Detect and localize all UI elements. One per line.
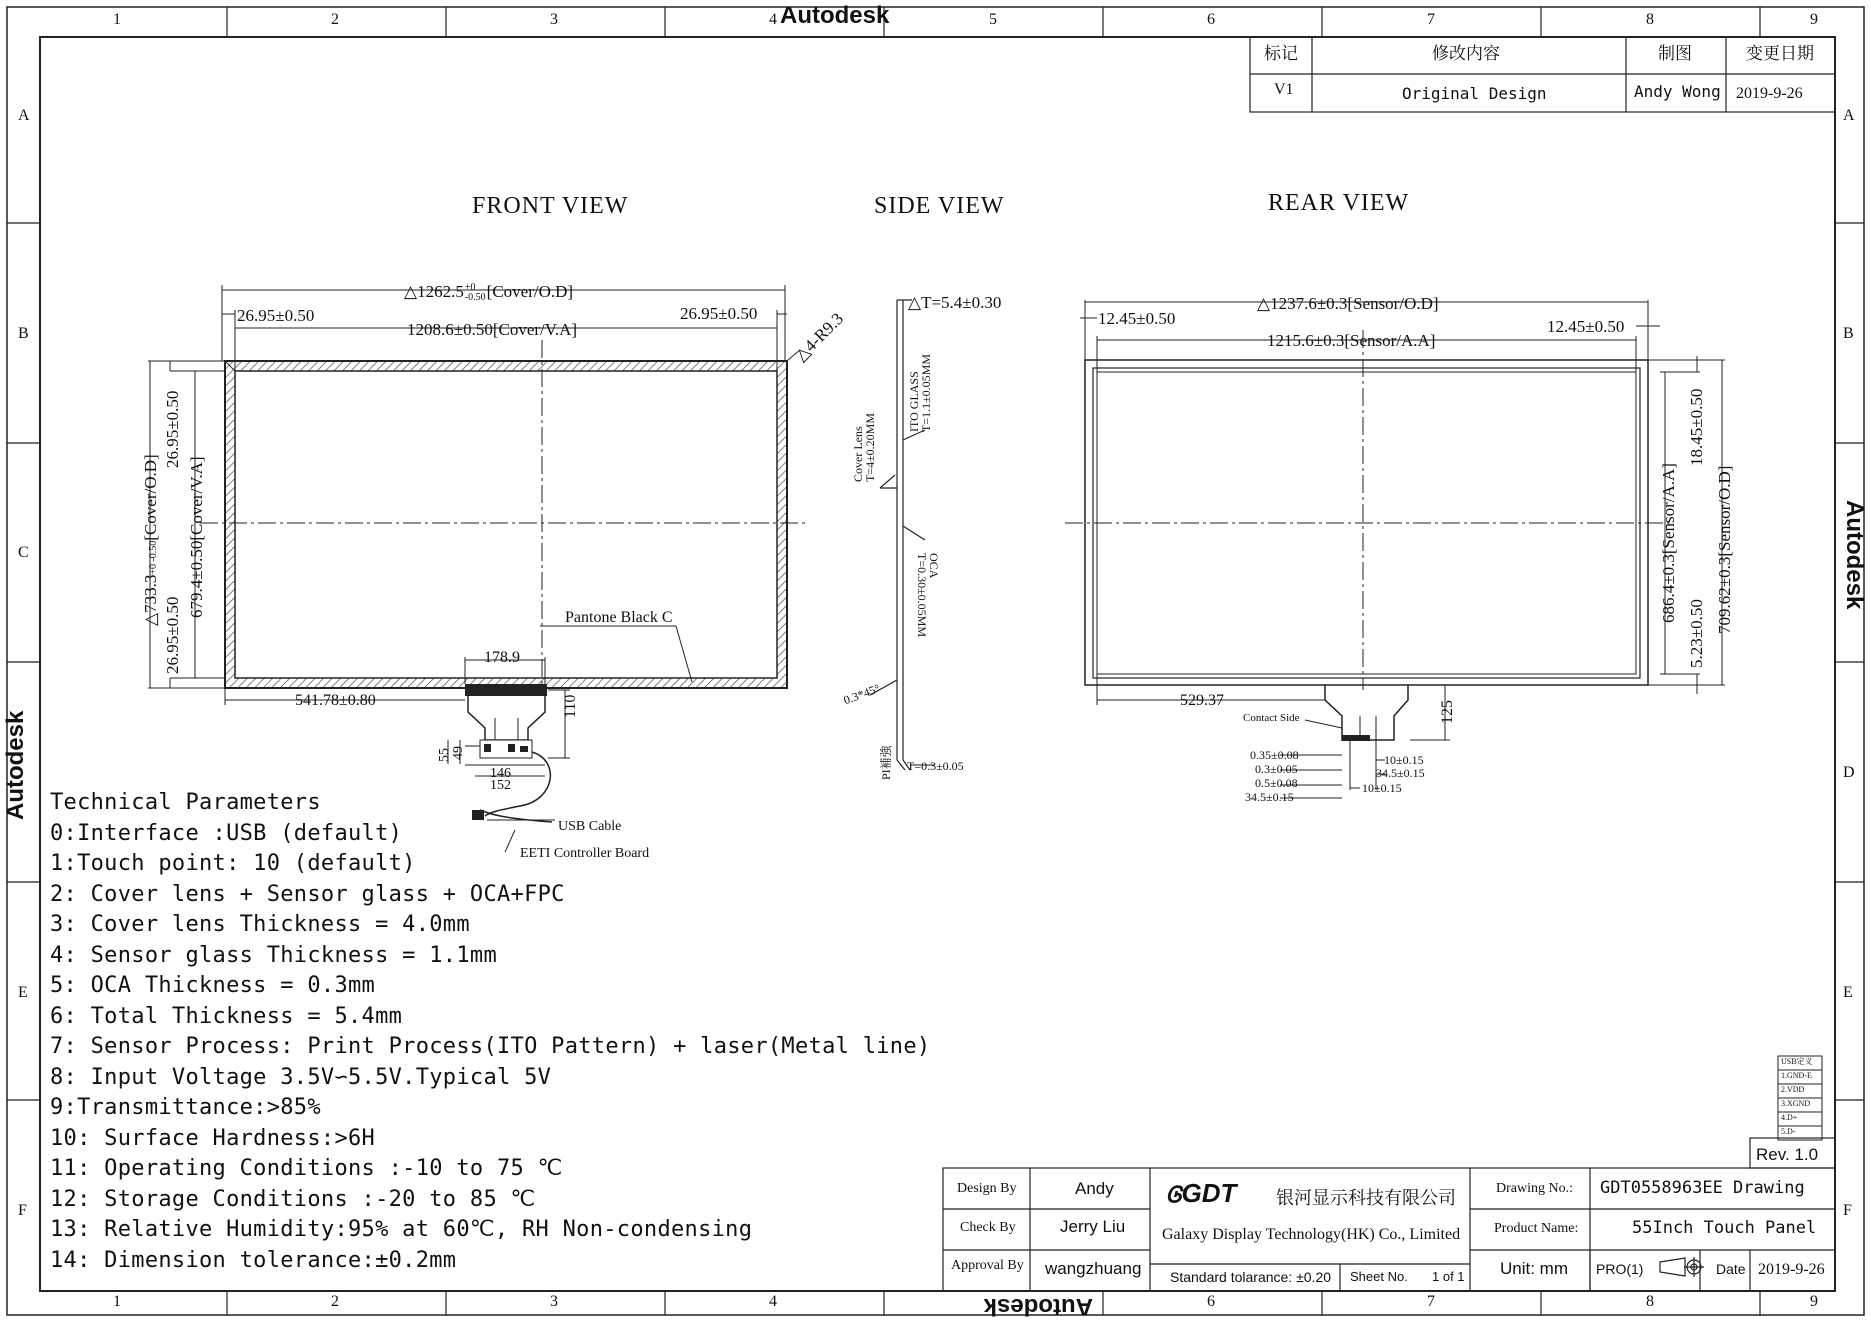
rev-header-content: 修改内容 (1432, 44, 1500, 63)
col-label: 4 (769, 11, 777, 28)
col-label: 3 (550, 11, 558, 28)
col-label: 9 (1810, 1293, 1818, 1310)
rear-pad-left-1: 0.3±0.05 (1255, 762, 1298, 776)
rear-pad-left-3: 34.5±0.15 (1245, 790, 1294, 804)
tech-param-title: Technical Parameters (50, 790, 321, 815)
tech-param-line: 12: Storage Conditions :-20 to 85 ℃ (50, 1186, 536, 1212)
logo-swirl-icon: Ꮆ (1166, 1182, 1182, 1207)
row-label: B (1843, 325, 1854, 342)
rear-pad-right-2: 10±0.15 (1362, 781, 1402, 795)
row-label: D (1843, 764, 1855, 781)
tech-param-line: 4: Sensor glass Thickness = 1.1mm (50, 942, 497, 968)
side-view-title: SIDE VIEW (874, 193, 1005, 219)
tech-params (50, 790, 930, 1278)
rear-contact-side: Contact Side (1243, 712, 1300, 724)
col-label: 1 (113, 11, 121, 28)
tech-param-line: 5: OCA Thickness = 0.3mm (50, 973, 376, 998)
rear-height-aa-dim: 686.4±0.3[Sensor/A.A] (1659, 463, 1678, 623)
front-border-top-dim: 26.95±0.50 (163, 390, 182, 468)
projection-label: PRO(1) (1596, 1261, 1644, 1277)
tech-param-line: 13: Relative Humidity:95% at 60℃, RH Non-condensing (50, 1217, 753, 1242)
row-label: F (18, 1202, 27, 1219)
watermark-right: Autodesk (1841, 500, 1868, 610)
logo-text: GDT (1181, 1178, 1237, 1208)
tech-param-line: 11: Operating Conditions :-10 to 75 ℃ (50, 1156, 563, 1181)
row-label: B (18, 325, 29, 342)
approval-by-label: Approval By (951, 1258, 1024, 1273)
tech-param-line: 6: Total Thickness = 5.4mm (50, 1003, 403, 1029)
tech-param-line: 9:Transmittance:>85% (50, 1095, 321, 1120)
side-oca-label: OCA T=0.30±0.05MM (915, 553, 941, 638)
row-label: E (1843, 984, 1853, 1001)
rear-sensor-od-dim: △1237.6±0.3[Sensor/O.D] (1257, 294, 1439, 313)
rev-header-mark: 标记 (1264, 44, 1298, 63)
usb-row: 3.XGND (1781, 1099, 1811, 1108)
fpc-width-dim: 178.9 (484, 649, 520, 666)
tech-param-line: 3: Cover lens Thickness = 4.0mm (50, 912, 470, 937)
row-label: C (18, 544, 29, 561)
rear-margin-bottom-dim: 5.23±0.50 (1687, 599, 1706, 668)
rear-height-od-dim: 709.62±0.3[Sensor/O.D] (1715, 465, 1734, 634)
col-label: 7 (1427, 11, 1435, 28)
rear-pad-left-2: 0.5±0.08 (1255, 776, 1298, 790)
front-radius-dim: △4-R9.3 (791, 308, 848, 365)
rear-sensor-aa-dim: 1215.6±0.3[Sensor/A.A] (1267, 331, 1436, 350)
side-chamfer-label: 0.3*45° (841, 681, 882, 708)
approval-by-value: wangzhuang (1045, 1259, 1142, 1278)
rear-margin-top-dim: 18.45±0.50 (1687, 388, 1706, 466)
drawing-no-label: Drawing No.: (1496, 1181, 1573, 1196)
rear-fpc-offset-dim: 529.37 (1180, 692, 1224, 709)
front-border-bottom-dim: 26.95±0.50 (163, 596, 182, 674)
col-label: 6 (1207, 1293, 1215, 1310)
tech-param-line: 8: Input Voltage 3.5V∽5.5V.Typical 5V (50, 1064, 552, 1090)
rev-date: 2019-9-26 (1736, 85, 1803, 102)
front-height-od-suffix: [Cover/O.D] (141, 454, 160, 541)
fpc-49-dim: 49 (451, 746, 466, 760)
row-label: E (18, 984, 28, 1001)
tech-param-line: 2: Cover lens + Sensor glass + OCA+FPC (50, 881, 565, 907)
col-label: 9 (1810, 11, 1818, 28)
standard-tolerance: Standard tolarance: ±0.20 (1170, 1269, 1332, 1285)
date-value: 2019-9-26 (1758, 1261, 1825, 1278)
rev-header-date: 变更日期 (1746, 44, 1814, 63)
company-logo (1166, 1180, 1236, 1206)
check-by-value: Jerry Liu (1060, 1217, 1126, 1236)
product-name-value: 55Inch Touch Panel (1632, 1218, 1817, 1238)
row-label: F (1843, 1202, 1852, 1219)
col-label: 1 (113, 1293, 121, 1310)
rear-fpc-len-dim: 125 (1439, 700, 1456, 724)
row-label: A (1843, 107, 1855, 124)
side-pi-thickness: T=0.3±0.05 (907, 759, 964, 773)
side-pi-label: PI補強 (879, 745, 893, 780)
tech-param-line: 14: Dimension tolerance:±0.2mm (50, 1247, 457, 1273)
drawing-no-value: GDT0558963EE Drawing (1600, 1178, 1805, 1198)
fpc-146-dim: 146 (490, 766, 511, 781)
col-label: 2 (331, 11, 339, 28)
rev-mark: V1 (1274, 81, 1294, 98)
col-label: 2 (331, 1293, 339, 1310)
sheet-value: 1 of 1 (1432, 1269, 1465, 1284)
fpc-offset-dim: 541.78±0.80 (295, 692, 376, 709)
rear-pad-right-0: 10±0.15 (1384, 753, 1424, 767)
unit-label: Unit: mm (1500, 1259, 1568, 1278)
usb-row: USB定义 (1781, 1057, 1813, 1066)
front-border-left-dim: 26.95±0.50 (237, 306, 315, 325)
usb-row: 1.GND-E (1781, 1071, 1812, 1080)
front-cover-od-dim (404, 283, 573, 303)
front-height-od-tol: +0 -0.50 (148, 540, 159, 575)
controller-label: EETI Controller Board (520, 846, 650, 861)
company-name-cn: 银河显示科技有限公司 (1276, 1188, 1456, 1209)
watermark-top: Autodesk (780, 2, 890, 29)
side-ito-label: ITO GLASS T=1.1±0.05MM (907, 353, 933, 432)
col-label: 3 (550, 1293, 558, 1310)
col-label: 5 (989, 11, 997, 28)
tech-param-line: 7: Sensor Process: Print Process(ITO Pattern) + laser(Metal line) (50, 1034, 931, 1059)
tech-param-line: 1:Touch point: 10 (default) (50, 851, 416, 876)
rev-header-author: 制图 (1658, 44, 1692, 63)
usb-table (1781, 1058, 1813, 1142)
col-label: 6 (1207, 11, 1215, 28)
watermark-bottom: Autodesk (983, 1293, 1093, 1320)
projection-symbol (1660, 1257, 1704, 1277)
front-view-panel (200, 340, 805, 822)
fpc-55-dim: 55 (437, 748, 452, 762)
tech-param-line: 0:Interface :USB (default) (50, 820, 403, 846)
tech-param-line: 10: Surface Hardness:>6H (50, 1125, 376, 1151)
rear-pad-left-0: 0.35±0.08 (1250, 748, 1299, 762)
rev-author: Andy Wong (1634, 82, 1721, 101)
usb-row: 2.VDD (1781, 1085, 1805, 1094)
rear-margin-right-dim: 12.45±0.50 (1547, 317, 1625, 336)
usb-row: 4.D+ (1781, 1113, 1798, 1122)
front-view-title: FRONT VIEW (472, 193, 629, 219)
front-height-va-dim: 679.4±0.50[Cover/V.A] (187, 456, 206, 618)
watermark-left: Autodesk (2, 710, 29, 820)
front-height-od-dim (142, 454, 159, 626)
rear-margin-left-dim: 12.45±0.50 (1098, 309, 1176, 328)
front-cover-od-tol-bottom: -0.50 (464, 292, 486, 304)
front-height-od-value: △733.3 (141, 574, 160, 626)
rear-dim-lines (1080, 300, 1725, 798)
usb-row: 5.D- (1781, 1127, 1796, 1136)
usb-cable-label: USB Cable (558, 819, 622, 834)
rear-view-title: REAR VIEW (1268, 190, 1410, 216)
rear-pad-right-1: 34.5±0.15 (1376, 766, 1425, 780)
pantone-label: Pantone Black C (565, 609, 673, 626)
front-cover-od-value: △1262.5 (404, 282, 464, 301)
col-label: 8 (1646, 11, 1654, 28)
design-by-label: Design By (957, 1181, 1017, 1196)
front-cover-od-suffix: [Cover/O.D] (486, 282, 574, 301)
fpc-len-dim: 110 (562, 694, 579, 718)
col-label: 8 (1646, 1293, 1654, 1310)
col-label: 7 (1427, 1293, 1435, 1310)
front-cover-od-tol-top: +0 (464, 282, 476, 294)
side-cover-label: Cover Lens T=4±0.20MM (851, 412, 877, 482)
side-total-dim: △T=5.4±0.30 (908, 293, 1002, 312)
date-label: Date (1716, 1261, 1746, 1277)
revision-number: Rev. 1.0 (1756, 1145, 1819, 1164)
front-border-right-dim: 26.95±0.50 (680, 304, 758, 323)
product-name-label: Product Name: (1494, 1221, 1579, 1236)
front-cover-va-dim: 1208.6±0.50[Cover/V.A] (407, 320, 578, 339)
col-label: 4 (769, 1293, 777, 1310)
sheet-label: Sheet No. (1350, 1269, 1408, 1284)
rev-content: Original Design (1402, 84, 1547, 103)
design-by-value: Andy (1075, 1179, 1114, 1198)
rear-view-panel (1065, 330, 1670, 741)
fpc-152-dim: 152 (490, 778, 511, 793)
row-label: A (18, 107, 30, 124)
check-by-label: Check By (960, 1220, 1016, 1235)
company-name-en: Galaxy Display Technology(HK) Co., Limited (1162, 1226, 1461, 1243)
